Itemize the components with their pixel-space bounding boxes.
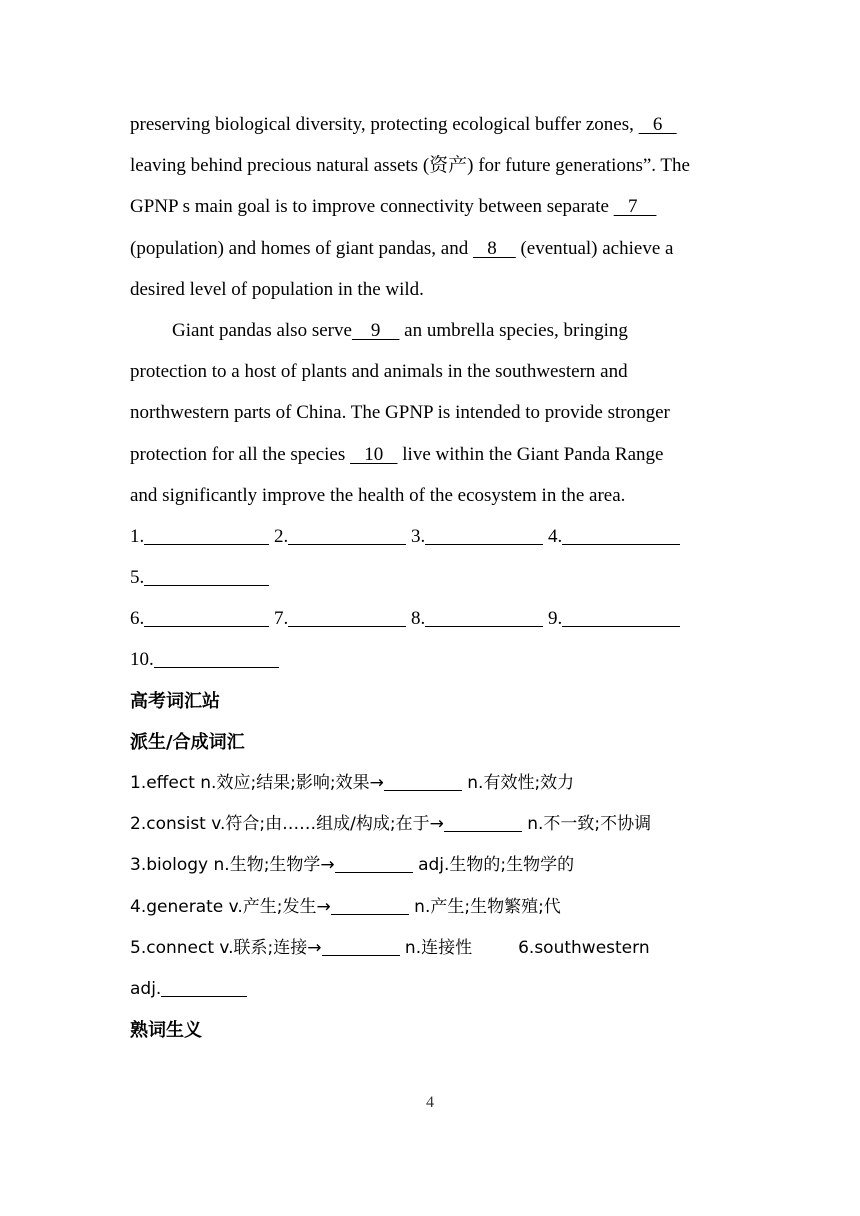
passage-text: an umbrella species, bringing	[399, 319, 628, 341]
answer-label: 2.	[269, 525, 289, 547]
passage-text: GPNP s main goal is to improve connectivity between separate	[130, 196, 614, 218]
answer-blank-10[interactable]	[154, 649, 279, 668]
vocab-item	[130, 928, 740, 969]
answer-label: 9.	[543, 608, 563, 630]
passage-text: (eventual) achieve a	[515, 237, 674, 259]
vocab-text: n.产生;生物繁殖;代	[408, 896, 561, 917]
passage-line	[130, 104, 740, 145]
answer-row-4	[130, 639, 740, 680]
answer-blank-2[interactable]	[288, 526, 406, 545]
passage-line	[130, 145, 740, 186]
answer-label: 3.	[406, 525, 426, 547]
answer-label: 10.	[130, 649, 154, 671]
answer-label: 7.	[269, 608, 289, 630]
passage-text: protection for all the species	[130, 443, 351, 465]
passage-text: and significantly improve the health of the ecosystem in the area.	[130, 484, 626, 506]
vocab-text: n.不一致;不协调	[521, 814, 652, 835]
vocab-blank-3[interactable]	[335, 854, 413, 873]
answer-label: 4.	[543, 525, 563, 547]
answer-row-2	[130, 557, 740, 598]
vocab-item	[130, 804, 740, 845]
vocab-text: 6.southwestern	[518, 937, 650, 958]
blank-9[interactable]: 9	[351, 319, 400, 341]
vocab-text: 3.biology n.生物;生物学→	[130, 855, 335, 876]
answer-blank-3[interactable]	[425, 526, 543, 545]
answer-label: 5.	[130, 567, 145, 589]
vocab-text: n.连接性	[399, 937, 473, 958]
passage-text: Giant pandas also serve	[172, 319, 352, 341]
vocab-text: 2.consist v.符合;由……组成/构成;在于→	[130, 814, 444, 835]
vocab-text: 5.connect v.联系;连接→	[130, 937, 322, 958]
vocab-text: n.有效性;效力	[461, 773, 575, 793]
passage-line	[130, 186, 740, 227]
blank-7[interactable]: 7	[613, 196, 657, 218]
vocab-item	[130, 845, 740, 886]
vocab-text: 1.effect n.效应;结果;影响;效果→	[130, 773, 384, 793]
vocab-text: adj.	[130, 978, 162, 999]
answer-blank-9[interactable]	[562, 608, 680, 627]
page-number: 4	[426, 1094, 434, 1111]
vocab-blank-1[interactable]	[384, 772, 462, 791]
passage-line	[130, 392, 740, 433]
vocab-item	[130, 969, 740, 1010]
passage-text: (population) and homes of giant pandas, and	[130, 237, 473, 259]
vocab-item	[130, 763, 740, 804]
vocab-blank-4[interactable]	[331, 896, 409, 915]
answer-blank-8[interactable]	[425, 608, 543, 627]
passage-text: northwestern parts of China. The GPNP is intended to provide stronger	[130, 402, 670, 424]
answer-blank-7[interactable]	[288, 608, 406, 627]
answer-row-3	[130, 598, 740, 639]
passage-text: leaving behind precious natural assets (资产) for future generations”. The	[130, 155, 690, 177]
passage-line	[130, 310, 740, 351]
passage-line	[130, 434, 740, 475]
answer-blank-5[interactable]	[144, 567, 269, 586]
blank-8[interactable]: 8	[472, 237, 516, 259]
document-body	[130, 104, 740, 1051]
answer-blank-4[interactable]	[562, 526, 680, 545]
passage-text: preserving biological diversity, protecting ecological buffer zones,	[130, 114, 639, 135]
answer-blank-1[interactable]	[144, 526, 269, 545]
passage-text: protection to a host of plants and animals in the southwestern and	[130, 361, 628, 383]
vocab-text: adj.生物的;生物学的	[412, 855, 575, 876]
vocab-text: 4.generate v.产生;发生→	[130, 896, 331, 917]
blank-10[interactable]: 10	[350, 443, 398, 465]
answer-blank-6[interactable]	[144, 608, 269, 627]
vocab-item	[130, 887, 740, 928]
passage-line	[130, 351, 740, 392]
passage-line	[130, 269, 740, 310]
passage-text: desired level of population in the wild.	[130, 278, 424, 300]
blank-6[interactable]: 6	[638, 114, 677, 135]
answer-row-1	[130, 516, 740, 557]
vocab-blank-2[interactable]	[444, 813, 522, 832]
section-title: 派生/合成词汇	[130, 731, 245, 753]
vocab-blank-5[interactable]	[322, 937, 400, 956]
passage-line	[130, 228, 740, 269]
answer-label: 1.	[130, 525, 145, 547]
section-title: 熟词生义	[130, 1020, 202, 1042]
passage-line	[130, 475, 740, 516]
passage-text: live within the Giant Panda Range	[397, 443, 664, 465]
answer-label: 6.	[130, 608, 145, 630]
vocab-blank-6[interactable]	[161, 978, 247, 997]
answer-label: 8.	[406, 608, 426, 630]
section-title: 高考词汇站	[130, 690, 220, 712]
